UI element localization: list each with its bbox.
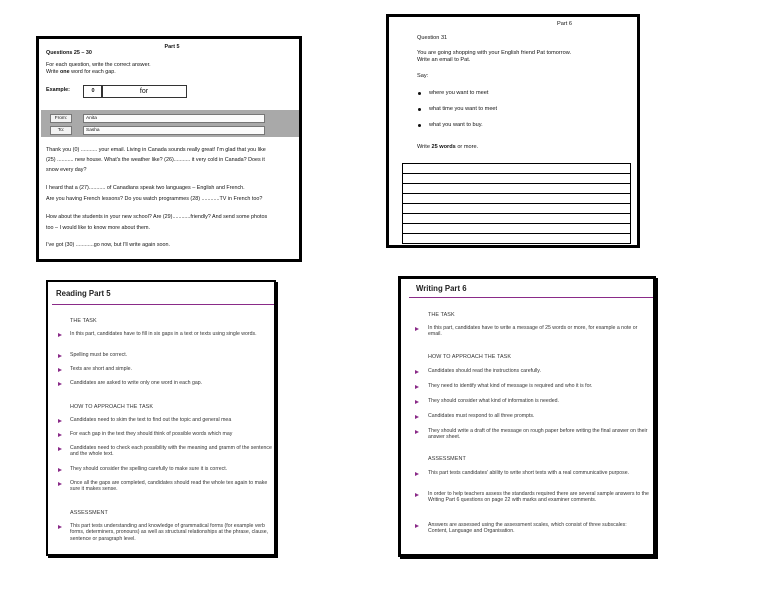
list-item: Candidates need to skim the text to find out the topic and general mea [70, 417, 232, 423]
email-text-line: I've got (30) ............go now, but I'll write again soon. [46, 242, 171, 248]
intro-line-1: You are going shopping with your English friend Pat tomorrow. [417, 50, 572, 56]
bullet-arrow-icon [58, 419, 62, 423]
list-item: For each gap in the text they should think of possible words which may [70, 431, 233, 437]
email-text-line: too – I would like to know more about them. [46, 225, 150, 231]
bullet-arrow-icon [58, 368, 62, 372]
list-item: Candidates must respond to all three prompts. [428, 413, 535, 419]
from-label: From: [50, 114, 72, 123]
prompt-item: where you want to meet [429, 90, 489, 96]
intro-line-2: Write an email to Pat. [417, 57, 471, 63]
example-answer-box: for [101, 85, 187, 98]
bullet-arrow-icon [58, 433, 62, 437]
bullet-arrow-icon [415, 524, 419, 528]
bullet-icon [418, 124, 421, 127]
bullet-arrow-icon [415, 400, 419, 404]
bullet-arrow-icon [415, 430, 419, 434]
section-heading: HOW TO APPROACH THE TASK [428, 354, 512, 360]
reading-part5-guide [46, 280, 276, 556]
part5-question-sheet [36, 36, 302, 262]
guide-title: Reading Part 5 [56, 289, 111, 298]
email-text-line: Are you having French lessons? Do you watch programmes (28) ............TV in French too? [46, 196, 263, 202]
list-item: In this part, candidates have to fill in six gaps in a text or texts using single words. [70, 331, 257, 337]
bullet-arrow-icon [415, 385, 419, 389]
list-item: In order to help teachers assess the standards required there are several sample answers to the Writing Part 6 questions on page 22 with marks and examiner comments. [428, 491, 649, 504]
say-label: Say: [417, 73, 429, 79]
list-item: They should consider what kind of information is needed. [428, 398, 559, 404]
section-heading: ASSESSMENT [428, 456, 466, 462]
part6-question-sheet [386, 14, 640, 248]
prompt-item: what time you want to meet [429, 106, 498, 112]
list-item: Once all the gaps are completed, candidates should read the whole tex again to make sure it makes sense. [70, 480, 268, 493]
bullet-arrow-icon [58, 354, 62, 358]
bullet-arrow-icon [415, 327, 419, 331]
bullet-arrow-icon [58, 447, 62, 451]
email-text-line: I heard that a (27)........... of Canadians speak two languages – English and French. [46, 185, 245, 191]
list-item: Candidates are asked to write only one word in each gap. [70, 380, 203, 386]
section-heading: THE TASK [428, 312, 455, 318]
guide-title: Writing Part 6 [416, 284, 467, 293]
section-heading: ASSESSMENT [70, 510, 108, 516]
instruction-line-2: Write one word for each gap. [46, 69, 116, 75]
list-item: This part tests understanding and knowledge of grammatical forms (for example verb forms, determiners, pronouns) as well as structural relationships at the phrase, clause, sentence or paragraph level. [70, 523, 269, 542]
email-text-line: How about the students in your new school? Are (29)............friendly? And send some photos [46, 214, 268, 220]
instruction-line-1: For each question, write the correct answer. [46, 62, 151, 68]
list-item: Candidates need to check each possibility with the meaning and gramm of the sentence and the whole text. [70, 445, 272, 458]
list-item: Spelling must be correct. [70, 352, 128, 358]
title-rule [52, 304, 274, 305]
bullet-icon [418, 92, 421, 95]
part-label: Part 6 [557, 21, 572, 27]
bullet-icon [418, 108, 421, 111]
list-item: In this part, candidates have to write a message of 25 words or more, for example a note or email. [428, 325, 638, 338]
bullet-arrow-icon [58, 382, 62, 386]
list-item: Answers are assessed using the assessment scales, which consist of three subscales: Content, Language and Organisation. [428, 522, 627, 535]
list-item: Texts are short and simple. [70, 366, 132, 372]
example-label: Example: [46, 87, 70, 93]
list-item: They should write a draft of the message on rough paper before writing the final answer on their answer sheet. [428, 428, 648, 441]
list-item: They need to identify what kind of message is required and who it is for. [428, 383, 593, 389]
list-item: Candidates should read the instructions carefully. [428, 368, 541, 374]
list-item: They should consider the spelling carefully to make sure it is correct. [70, 466, 228, 472]
email-text-line: (25) ........... new house. What's the weather like? (26)........... it very cold in Canada? Does it [46, 157, 265, 163]
bullet-arrow-icon [58, 482, 62, 486]
bullet-arrow-icon [58, 333, 62, 337]
part-label: Part 5 [164, 44, 180, 50]
prompt-item: what you want to buy. [429, 122, 483, 128]
title-rule [409, 297, 653, 298]
bullet-arrow-icon [58, 468, 62, 472]
bullet-arrow-icon [415, 415, 419, 419]
list-item: This part tests candidates' ability to write short texts with a real communicative purpose. [428, 470, 630, 476]
from-field: Anita [83, 114, 265, 123]
questions-heading: Questions 25 – 30 [46, 50, 92, 56]
writing-part6-guide [398, 276, 656, 557]
email-text-line: Thank you (0) ........... your email. Living in Canada sounds really great! I'm glad that you like [46, 147, 266, 153]
bullet-arrow-icon [415, 370, 419, 374]
section-heading: HOW TO APPROACH THE TASK [70, 404, 154, 410]
question-heading: Question 31 [417, 35, 448, 41]
email-text-line: snow every day? [46, 167, 87, 173]
example-number-box: 0 [83, 85, 103, 98]
word-count-instruction: Write 25 words or more. [417, 144, 479, 150]
section-heading: THE TASK [70, 318, 97, 324]
bullet-arrow-icon [58, 525, 62, 529]
bullet-arrow-icon [415, 472, 419, 476]
bullet-arrow-icon [415, 493, 419, 497]
to-field: Sasha [83, 126, 265, 135]
to-label: To: [50, 126, 72, 135]
